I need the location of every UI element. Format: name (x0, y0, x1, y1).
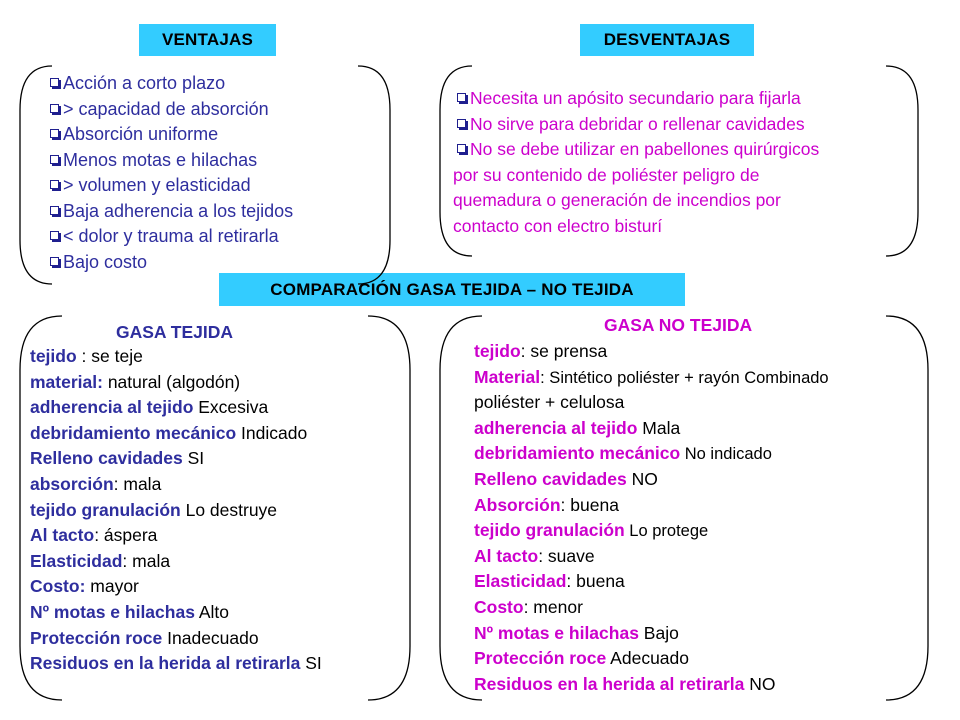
table-row: Relleno cavidades SI (30, 448, 205, 469)
table-row: Material: Sintético poliéster + rayón Combinado (474, 366, 829, 387)
desventajas-title: DESVENTAJAS (580, 24, 754, 56)
checkbox-bullet-icon (50, 78, 59, 87)
ventajas-left-bracket (20, 66, 52, 284)
list-item: Baja adherencia a los tejidos (50, 201, 293, 227)
gasa-no-tejida-right-bracket (886, 316, 928, 700)
list-item-continuation: contacto con electro bisturí (453, 215, 663, 236)
table-row: Nº motas e hilachas Alto (30, 601, 229, 622)
ventajas-right-bracket (358, 66, 390, 284)
table-row: Elasticidad: buena (474, 571, 625, 592)
checkbox-bullet-icon (50, 155, 59, 164)
table-row: tejido : se teje (30, 346, 143, 366)
ventajas-title: VENTAJAS (139, 24, 276, 56)
table-row: adherencia al tejido Mala (474, 417, 681, 438)
checkbox-bullet-icon (50, 104, 59, 113)
table-row: tejido: se prensa (474, 341, 608, 361)
list-item: No se debe utilizar en pabellones quirúrgicos (457, 139, 897, 165)
table-row: Costo: menor (474, 596, 583, 617)
checkbox-bullet-icon (50, 129, 59, 138)
list-item: No sirve para debridar o rellenar cavidades (457, 114, 897, 140)
checkbox-bullet-icon (50, 257, 59, 266)
table-row: Protección roce Inadecuado (30, 627, 259, 648)
list-item: > capacidad de absorción (50, 99, 293, 125)
table-row: absorción: mala (30, 473, 162, 494)
table-row: adherencia al tejido Excesiva (30, 397, 269, 418)
gasa-no-tejida-panel (474, 315, 829, 699)
table-row: Relleno cavidades NO (474, 468, 658, 489)
table-row: material: natural (algodón) (30, 371, 241, 392)
desventajas-list (453, 88, 897, 241)
gasa-no-tejida-heading: GASA NO TEJIDA (604, 315, 753, 335)
list-item: Necesita un apósito secundario para fijarla (457, 88, 897, 114)
list-item: Bajo costo (50, 252, 293, 278)
list-item: Absorción uniforme (50, 124, 293, 150)
comparacion-title: COMPARACIÓN GASA TEJIDA – NO TEJIDA (219, 273, 685, 306)
gasa-tejida-panel (30, 322, 322, 679)
table-row: Elasticidad: mala (30, 550, 171, 571)
gasa-tejida-right-bracket (368, 316, 410, 700)
table-row: Absorción: buena (474, 494, 619, 515)
table-row: Protección roce Adecuado (474, 648, 689, 669)
table-row: Residuos en la herida al retirarla SI (30, 653, 322, 674)
list-item: < dolor y trauma al retirarla (50, 226, 293, 252)
table-row: tejido granulación Lo protege (474, 520, 709, 541)
list-item: Acción a corto plazo (50, 73, 293, 99)
checkbox-bullet-icon (457, 119, 466, 128)
table-row: Residuos en la herida al retirarla NO (474, 673, 776, 694)
list-item-continuation: quemadura o generación de incendios por (453, 190, 781, 210)
gasa-tejida-heading: GASA TEJIDA (116, 322, 234, 342)
ventajas-list (50, 73, 293, 277)
list-item: Menos motas e hilachas (50, 150, 293, 176)
table-row: poliéster + celulosa (474, 392, 625, 413)
table-row: Al tacto: áspera (30, 525, 158, 546)
list-item: > volumen y elasticidad (50, 175, 293, 201)
checkbox-bullet-icon (457, 144, 466, 153)
table-row: debridamiento mecánico Indicado (30, 422, 308, 443)
checkbox-bullet-icon (457, 93, 466, 102)
checkbox-bullet-icon (50, 206, 59, 215)
table-row: Al tacto: suave (474, 545, 595, 566)
table-row: Costo: mayor (30, 576, 139, 597)
list-item-continuation: por su contenido de poliéster peligro de (453, 164, 760, 185)
table-row: Nº motas e hilachas Bajo (474, 622, 679, 643)
checkbox-bullet-icon (50, 180, 59, 189)
checkbox-bullet-icon (50, 231, 59, 240)
table-row: debridamiento mecánico No indicado (474, 443, 772, 464)
table-row: tejido granulación Lo destruye (30, 499, 278, 520)
